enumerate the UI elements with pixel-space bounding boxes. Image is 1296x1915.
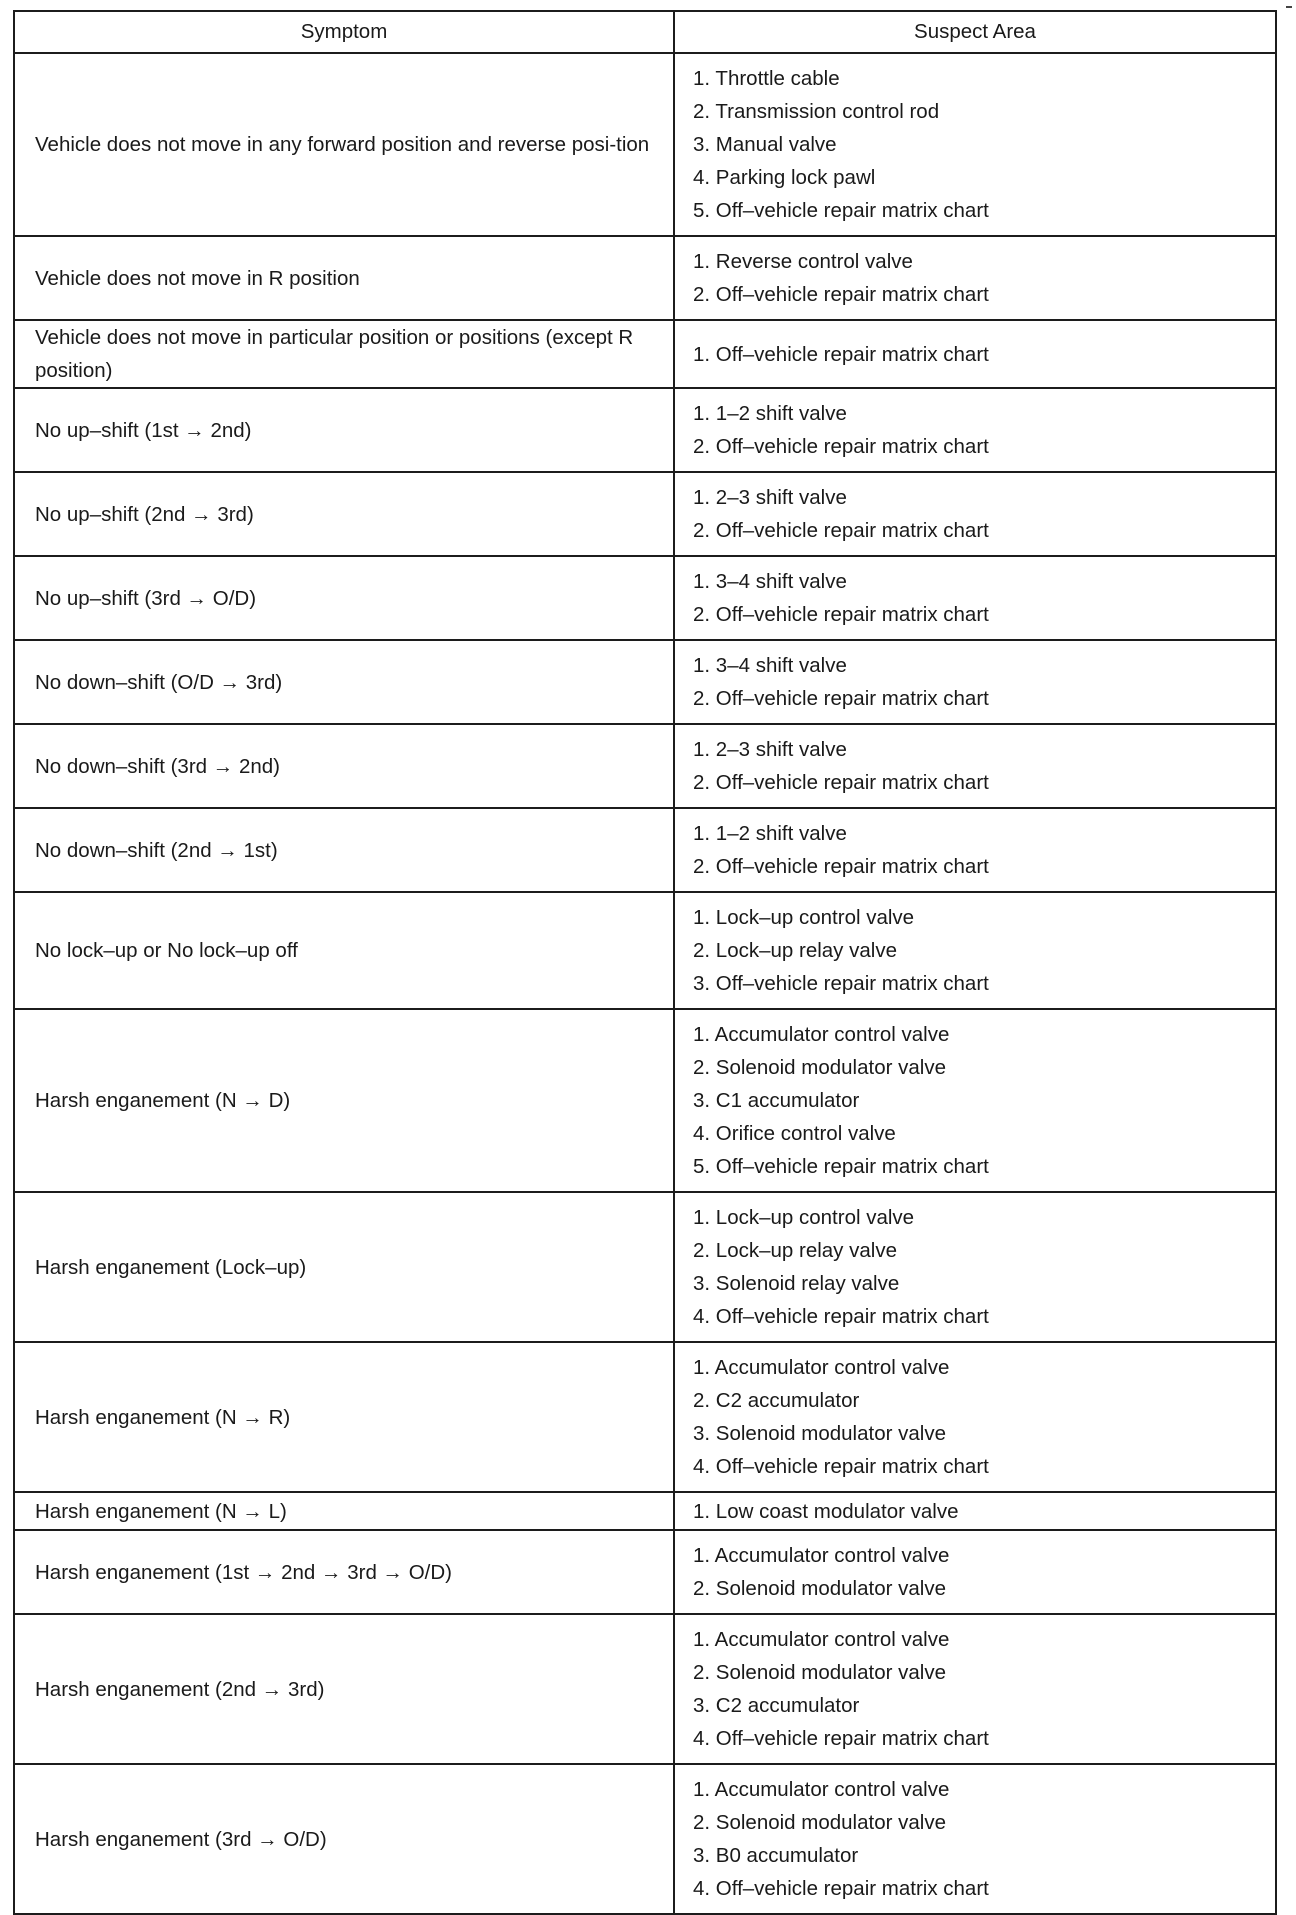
table-row xyxy=(14,236,1276,320)
suspect-area-column-header: Suspect Area xyxy=(674,11,1276,53)
suspect-list xyxy=(693,817,1265,883)
suspect-area-cell xyxy=(674,808,1276,892)
suspect-item: 3. Solenoid relay valve xyxy=(693,1272,900,1295)
suspect-list xyxy=(693,1495,1265,1528)
suspect-item: 1. Accumulator control valve xyxy=(693,1023,950,1046)
symptom-cell: No lock–up or No lock–up off xyxy=(14,892,674,1009)
suspect-list xyxy=(693,338,1265,371)
table-row xyxy=(14,1530,1276,1614)
suspect-area-cell xyxy=(674,1342,1276,1492)
suspect-list xyxy=(693,649,1265,715)
suspect-item: 1. 1–2 shift valve xyxy=(693,402,847,425)
suspect-item: 1. Lock–up control valve xyxy=(693,1206,915,1229)
symptom-cell: No up–shift (1st → 2nd) xyxy=(14,388,674,472)
suspect-list xyxy=(693,481,1265,547)
table-row xyxy=(14,53,1276,236)
suspect-list xyxy=(693,1351,1265,1483)
suspect-item: 1. 3–4 shift valve xyxy=(693,654,847,677)
troubleshooting-table xyxy=(13,10,1277,1915)
suspect-list xyxy=(693,1623,1265,1755)
suspect-item: 1. 2–3 shift valve xyxy=(693,486,847,509)
table-row xyxy=(14,320,1276,388)
suspect-area-cell xyxy=(674,236,1276,320)
suspect-list xyxy=(693,565,1265,631)
symptom-column-header: Symptom xyxy=(14,11,674,53)
suspect-list xyxy=(693,733,1265,799)
suspect-item: 1. 3–4 shift valve xyxy=(693,570,847,593)
table-body xyxy=(14,53,1276,1914)
table-row xyxy=(14,1492,1276,1530)
suspect-item: 4. Off–vehicle repair matrix chart xyxy=(693,1305,989,1328)
symptom-cell: No down–shift (3rd → 2nd) xyxy=(14,724,674,808)
suspect-item: 1. Low coast modulator valve xyxy=(693,1499,959,1523)
suspect-area-cell xyxy=(674,1530,1276,1614)
suspect-item: 2. Solenoid modulator valve xyxy=(693,1661,946,1684)
suspect-area-cell xyxy=(674,388,1276,472)
table-header xyxy=(14,11,1276,53)
suspect-item: 2. Off–vehicle repair matrix chart xyxy=(693,855,989,878)
symptom-cell: Vehicle does not move in R position xyxy=(14,236,674,320)
symptom-cell: Harsh enganement (N → D) xyxy=(14,1009,674,1192)
table-row xyxy=(14,1764,1276,1914)
header-row xyxy=(14,11,1276,53)
table-row xyxy=(14,808,1276,892)
suspect-item: 2. Off–vehicle repair matrix chart xyxy=(693,771,989,794)
suspect-list xyxy=(693,901,1265,1000)
suspect-item: 2. Off–vehicle repair matrix chart xyxy=(693,283,989,306)
table-row xyxy=(14,1342,1276,1492)
symptom-cell: No up–shift (3rd → O/D) xyxy=(14,556,674,640)
suspect-item: 4. Off–vehicle repair matrix chart xyxy=(693,1727,989,1750)
table-row xyxy=(14,892,1276,1009)
suspect-area-cell xyxy=(674,53,1276,236)
symptom-cell: Vehicle does not move in any forward position and reverse posi-tion xyxy=(14,53,674,236)
suspect-item: 1. Accumulator control valve xyxy=(693,1544,950,1567)
table-row xyxy=(14,724,1276,808)
suspect-item: 2. Transmission control rod xyxy=(693,100,940,123)
suspect-item: 1. Reverse control valve xyxy=(693,250,913,273)
suspect-item: 3. Manual valve xyxy=(693,133,837,156)
suspect-item: 2. Off–vehicle repair matrix chart xyxy=(693,687,989,710)
suspect-item: 1. Off–vehicle repair matrix chart xyxy=(693,342,989,366)
table-row xyxy=(14,556,1276,640)
suspect-list xyxy=(693,1018,1265,1183)
symptom-cell: Vehicle does not move in particular position or positions (except R position) xyxy=(14,320,674,388)
suspect-list xyxy=(693,1773,1265,1905)
suspect-item: 4. Orifice control valve xyxy=(693,1122,896,1145)
table-row xyxy=(14,388,1276,472)
suspect-item: 3. C2 accumulator xyxy=(693,1694,860,1717)
suspect-item: 2. Off–vehicle repair matrix chart xyxy=(693,435,989,458)
suspect-area-cell xyxy=(674,1614,1276,1764)
symptom-cell: Harsh enganement (N → R) xyxy=(14,1342,674,1492)
corner-mark xyxy=(1286,6,1292,8)
suspect-item: 4. Parking lock pawl xyxy=(693,166,876,189)
suspect-item: 5. Off–vehicle repair matrix chart xyxy=(693,199,989,222)
table-row xyxy=(14,1614,1276,1764)
suspect-area-cell xyxy=(674,640,1276,724)
symptom-cell: No down–shift (2nd → 1st) xyxy=(14,808,674,892)
suspect-item: 4. Off–vehicle repair matrix chart xyxy=(693,1877,989,1900)
symptom-cell: No up–shift (2nd → 3rd) xyxy=(14,472,674,556)
suspect-list xyxy=(693,1201,1265,1333)
suspect-item: 1. Lock–up control valve xyxy=(693,906,915,929)
suspect-item: 1. Accumulator control valve xyxy=(693,1628,950,1651)
table-row xyxy=(14,1009,1276,1192)
suspect-item: 3. Solenoid modulator valve xyxy=(693,1422,946,1445)
suspect-item: 5. Off–vehicle repair matrix chart xyxy=(693,1155,989,1178)
suspect-area-cell xyxy=(674,1492,1276,1530)
suspect-item: 2. Lock–up relay valve xyxy=(693,939,897,962)
suspect-item: 2. Solenoid modulator valve xyxy=(693,1577,946,1600)
symptom-cell: Harsh enganement (3rd → O/D) xyxy=(14,1764,674,1914)
table-row xyxy=(14,640,1276,724)
suspect-list xyxy=(693,397,1265,463)
suspect-item: 2. C2 accumulator xyxy=(693,1389,860,1412)
suspect-item: 3. Off–vehicle repair matrix chart xyxy=(693,972,989,995)
suspect-area-cell xyxy=(674,1009,1276,1192)
suspect-list xyxy=(693,245,1265,311)
suspect-item: 1. Accumulator control valve xyxy=(693,1356,950,1379)
suspect-area-cell xyxy=(674,1192,1276,1342)
suspect-area-cell xyxy=(674,556,1276,640)
suspect-area-cell xyxy=(674,724,1276,808)
suspect-item: 2. Off–vehicle repair matrix chart xyxy=(693,519,989,542)
suspect-item: 3. B0 accumulator xyxy=(693,1844,859,1867)
table-row xyxy=(14,472,1276,556)
table-row xyxy=(14,1192,1276,1342)
suspect-item: 1. 1–2 shift valve xyxy=(693,822,847,845)
symptom-cell: No down–shift (O/D → 3rd) xyxy=(14,640,674,724)
suspect-list xyxy=(693,62,1265,227)
suspect-item: 1. Accumulator control valve xyxy=(693,1778,950,1801)
suspect-list xyxy=(693,1539,1265,1605)
suspect-item: 2. Solenoid modulator valve xyxy=(693,1811,946,1834)
document-page xyxy=(13,10,1275,1915)
suspect-area-cell xyxy=(674,472,1276,556)
suspect-item: 2. Off–vehicle repair matrix chart xyxy=(693,603,989,626)
symptom-cell: Harsh enganement (2nd → 3rd) xyxy=(14,1614,674,1764)
suspect-item: 1. 2–3 shift valve xyxy=(693,738,847,761)
symptom-cell: Harsh enganement (N → L) xyxy=(14,1492,674,1530)
symptom-cell: Harsh enganement (Lock–up) xyxy=(14,1192,674,1342)
symptom-cell: Harsh enganement (1st → 2nd → 3rd → O/D) xyxy=(14,1530,674,1614)
suspect-item: 2. Solenoid modulator valve xyxy=(693,1056,946,1079)
suspect-item: 4. Off–vehicle repair matrix chart xyxy=(693,1455,989,1478)
suspect-area-cell xyxy=(674,892,1276,1009)
suspect-area-cell xyxy=(674,1764,1276,1914)
suspect-item: 2. Lock–up relay valve xyxy=(693,1239,897,1262)
suspect-item: 3. C1 accumulator xyxy=(693,1089,860,1112)
suspect-area-cell xyxy=(674,320,1276,388)
suspect-item: 1. Throttle cable xyxy=(693,67,840,90)
